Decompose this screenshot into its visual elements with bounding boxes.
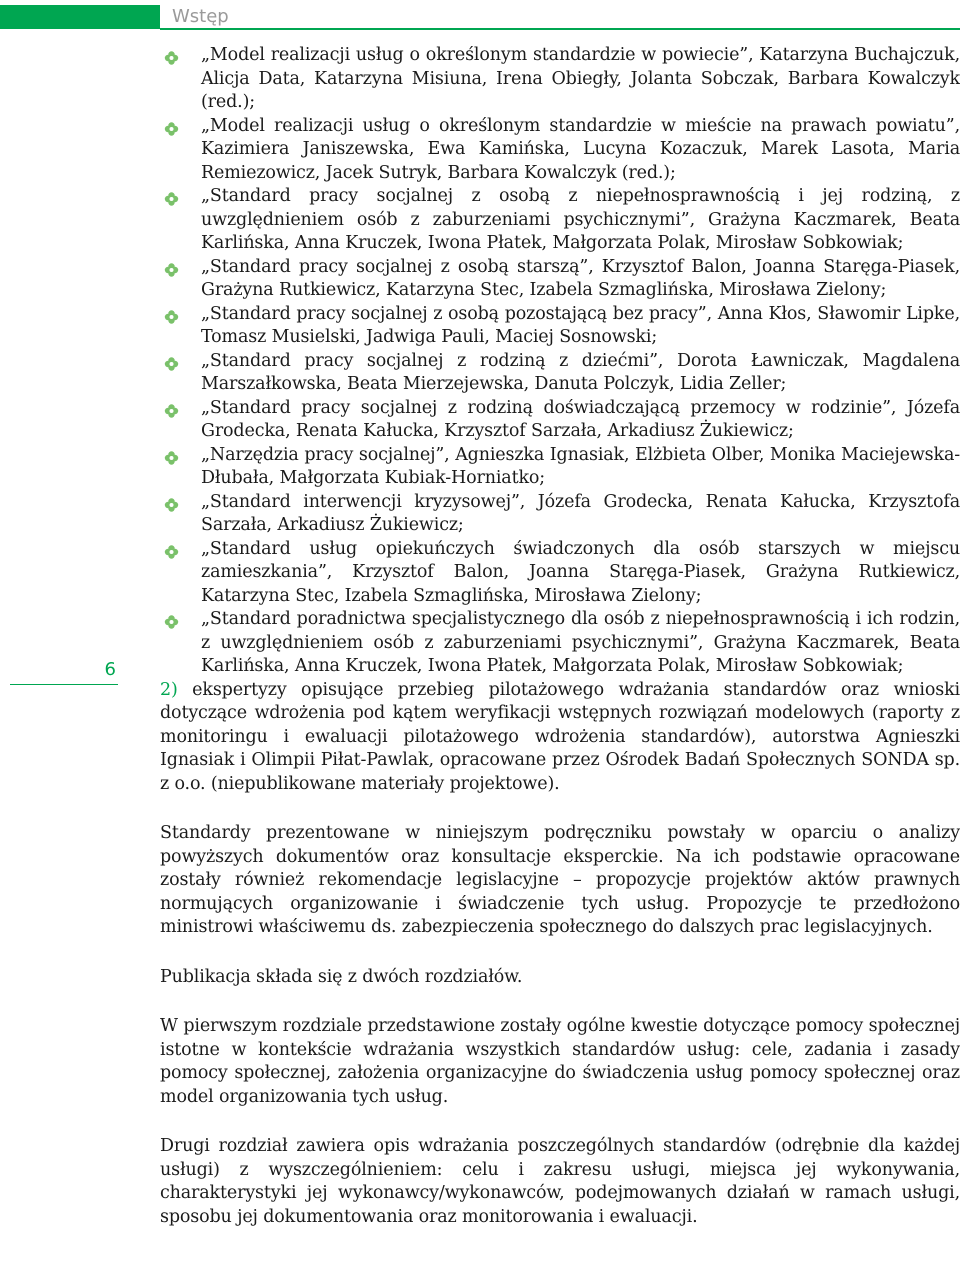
header-rule (160, 28, 960, 30)
list-item-text: „Standard usług opiekuńczych świadczonych dla osób starszych w miejscu zamieszkania”, Krzysztof Balon, Joanna Staręga-Piasek, Grażyna Rutkiewicz, Katarzyna Stec, Izabela Szmaglińska, Mirosława Zielony; (201, 538, 960, 606)
list-item (160, 491, 960, 538)
reference-list (160, 44, 960, 679)
bullet-icon (164, 498, 179, 512)
list-item (160, 303, 960, 350)
list-item-text: „Standard pracy socjalnej z osobą pozostającą bez pracy”, Anna Kłos, Sławomir Lipke, Tomasz Musielski, Jadwiga Pauli, Maciej Sosnowski; (201, 303, 960, 347)
list-item (160, 444, 960, 491)
bullet-icon (164, 310, 179, 324)
bullet-icon (164, 451, 179, 465)
bullet-icon (164, 263, 179, 277)
page-number-rule (10, 684, 118, 685)
list-item (160, 256, 960, 303)
list-item-text: „Standard pracy socjalnej z rodziną doświadczającą przemocy w rodzinie”, Józefa Grodecka, Renata Kałucka, Krzysztof Sarzała, Arkadiusz Żukiewicz; (201, 397, 960, 441)
paragraph-structure: Publikacja składa się z dwóch rozdziałów. (160, 966, 523, 987)
list-item (160, 397, 960, 444)
bullet-icon (164, 192, 179, 206)
list-item-text: „Model realizacji usług o określonym standardzie w mieście na prawach powiatu”, Kazimiera Janiszewska, Ewa Kamińska, Lucyna Kozaczuk, Marek Lasota, Maria Remiezowicz, Jacek Sutryk, Barbara Kowalczyk (red.); (201, 115, 960, 183)
paragraph-chapter-two: Drugi rozdział zawiera opis wdrażania poszczególnych standardów (odrębnie dla każdej usługi) z wyszczególnieniem: celu i zakresu usługi, miejsca jej wykonywania, charakterystyki jej wykonawcy/wykonawców, podejmowanych działań w ramach usługi, sposobu jej dokumentowania oraz monitorowania i ewaluacji. (160, 1136, 960, 1227)
main-content (160, 44, 960, 1229)
list-item-text: „Standard poradnictwa specjalistycznego dla osób z niepełnosprawnością i ich rodzin, z uwzględnieniem osób z zaburzeniami psychicznymi”, Grażyna Kaczmarek, Beata Karlińska, Anna Kruczek, Iwona Płatek, Małgorzata Polak, Mirosław Sobkowiak; (201, 609, 960, 676)
bullet-icon (164, 51, 179, 65)
list-item (160, 608, 960, 679)
item-text: ekspertyzy opisujące przebieg pilotażowego wdrażania standardów oraz wnioski dotyczące wdrożenia pod kątem weryfikacji wstępnych rozwiązań modelowych (raporty z monitoringu i ewaluacji pilotażowego wdrożenia standardów), autorstwa Agnieszki Ignasiak i Olimpii Piłat-Pawlak, opracowane przez Ośrodek Badań Społecznych SONDA sp. z o.o. (niepublikowane materiały projektowe). (160, 679, 960, 794)
paragraph-standards: Standardy prezentowane w niniejszym podręczniku powstały w oparciu o analizy powyższych dokumentów oraz konsultacje eksperckie. Na ich podstawie opracowane zostały również rekomendacje legislacyjne – propozycje projektów aktów prawnych normujących organizowanie i świadczenie tych usług. Propozycje te przedłożono ministrowi właściwemu ds. zabezpieczenia społecznego do dalszych prac legislacyjnych. (160, 823, 960, 937)
list-item-text: „Standard interwencji kryzysowej”, Józefa Grodecka, Renata Kałucka, Krzysztofa Sarzała, Arkadiusz Żukiewicz; (201, 491, 960, 535)
list-item (160, 350, 960, 397)
bullet-icon (164, 545, 179, 559)
paragraph-chapter-one: W pierwszym rozdziale przedstawione zostały ogólne kwestie dotyczące pomocy społecznej istotne w kontekście wdrażania wszystkich standardów usług: cele, zadania i zasady pomocy społecznej, założenia organizacyjne do świadczenia usług pomocy społecznej oraz model organizowania tych usług. (160, 1016, 960, 1107)
numbered-item-2 (160, 679, 960, 797)
list-item-text: „Narzędzia pracy socjalnej”, Agnieszka Ignasiak, Elżbieta Olber, Monika Maciejewska-Dłubała, Małgorzata Kubiak-Horniatko; (201, 444, 960, 488)
list-item-text: „Model realizacji usług o określonym standardzie w powiecie”, Katarzyna Buchajczuk, Alicja Data, Katarzyna Misiuna, Irena Obiegły, Jolanta Sobczak, Barbara Kowalczyk (red.); (201, 45, 960, 112)
list-item-text: „Standard pracy socjalnej z osobą starszą”, Krzysztof Balon, Joanna Staręga-Piasek, Grażyna Rutkiewicz, Katarzyna Stec, Izabela Szmaglińska, Mirosława Zielony; (201, 256, 960, 300)
item-number: 2) (160, 679, 178, 700)
bullet-icon (164, 122, 179, 136)
list-item (160, 185, 960, 256)
list-item (160, 115, 960, 186)
bullet-icon (164, 357, 179, 371)
list-item (160, 44, 960, 115)
page-header-title: Wstęp (172, 6, 229, 27)
list-item (160, 538, 960, 609)
list-item-text: „Standard pracy socjalnej z osobą z niepełnosprawnością i jej rodziną, z uwzględnieniem osób z zaburzeniami psychicznymi”, Grażyna Kaczmarek, Beata Karlińska, Anna Kruczek, Iwona Płatek, Małgorzata Polak, Mirosław Sobkowiak; (201, 186, 960, 253)
bullet-icon (164, 615, 179, 629)
page-number: 6 (104, 659, 116, 680)
bullet-icon (164, 404, 179, 418)
list-item-text: „Standard pracy socjalnej z rodziną z dziećmi”, Dorota Ławniczak, Magdalena Marszałkowska, Beata Mierzejewska, Danuta Polczyk, Lidia Zeller; (201, 350, 960, 394)
header-accent-bar (0, 5, 160, 29)
